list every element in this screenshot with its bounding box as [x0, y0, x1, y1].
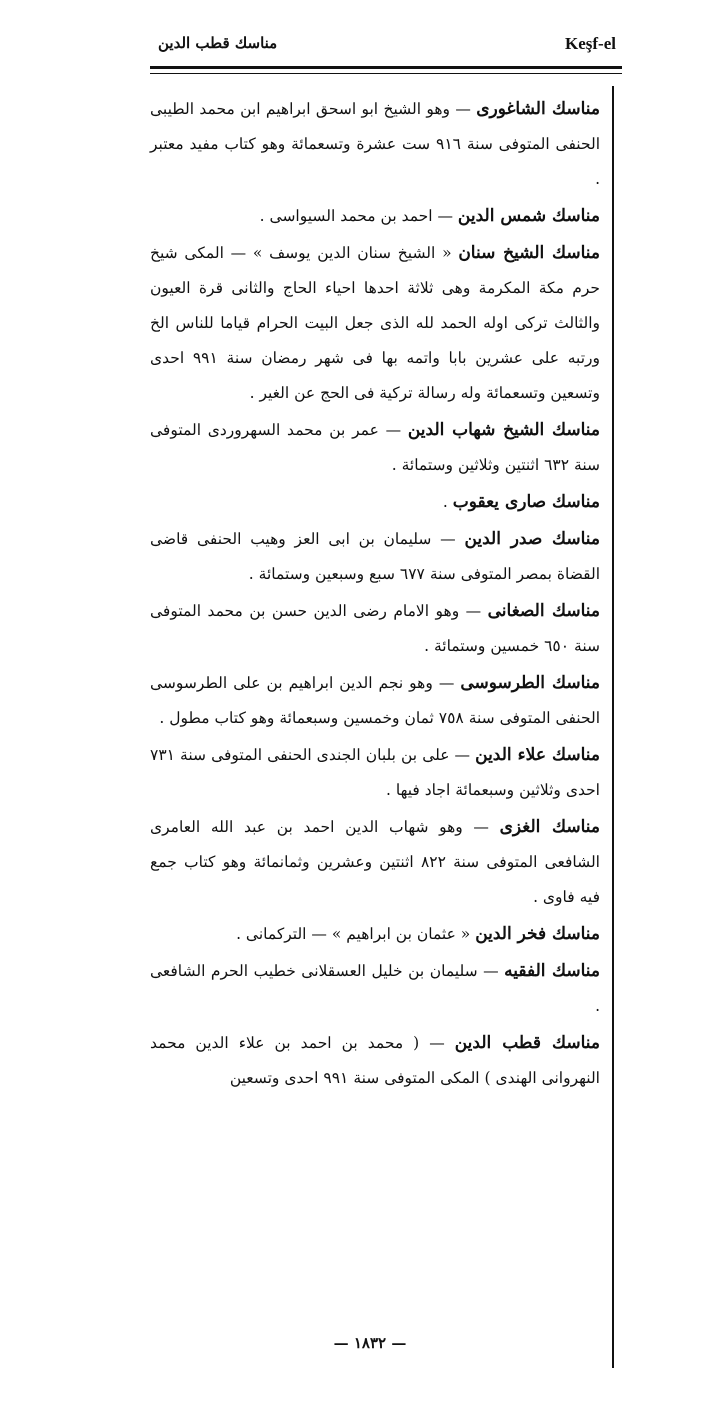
entry: [150, 594, 600, 664]
entry-text: — عمر بن محمد السهروردی المتوفی سنة ٦٣٢ اثنتين وثلاثين وستمائة .: [150, 421, 600, 474]
entry: [150, 810, 600, 915]
running-head-left: Keşf-el: [565, 34, 616, 53]
entry: [150, 738, 600, 808]
entry: [150, 199, 600, 234]
entry: [150, 413, 600, 483]
entry-title: مناسك الطرسوسی: [460, 673, 600, 693]
entry-text: — سليمان بن ابی العز وهيب الحنفی قاضی القضاة بمصر المتوفی سنة ٦٧٧ سبع وسبعين وستمائة .: [150, 530, 600, 583]
entry-title: مناسك الشاغوری: [476, 99, 601, 119]
entry-title: مناسك الغزی: [499, 817, 600, 837]
entry-text: — وهو الامام رضی الدين حسن بن محمد المتوفی سنة ٦٥٠ خمسين وستمائة .: [150, 602, 600, 655]
entry-text: .: [442, 493, 453, 511]
entry-title: مناسك قطب الدين: [454, 1033, 600, 1053]
entry-text: « الشيخ سنان الدين يوسف » — المكی شيخ حرم مكة المكرمة وهی ثلاثة احدها احياء الحاج والثانی قرة العيون والثالث تركی اوله الحمد لله الذی جعل البيت الحرام قياما للناس الخ ورتبه علی عشرين بابا واتمه بها فی شهر رمضان سنة ٩٩١ احدی وتسعين وتسعمائة وله رسالة تركية فی الحج عن الغير .: [150, 244, 600, 402]
entry-text: — وهو شهاب الدين احمد بن عبد الله العامری الشافعی المتوفی سنة ٨٢٢ اثنتين وعشرين وثمانمائة وهو كتاب جمع فيه فاوی .: [150, 818, 600, 906]
entry-title: مناسك الفقيه: [504, 961, 600, 981]
header-rule-thin: [150, 73, 622, 74]
entry-title: مناسك شمس الدين: [457, 206, 600, 226]
page-number: — ١٨٣٢ —: [333, 1334, 407, 1352]
entry: [150, 236, 600, 411]
entry: [150, 917, 600, 952]
entry-text: — احمد بن محمد السيواسی .: [259, 207, 458, 225]
entry-title: مناسك فخر الدين: [475, 924, 600, 944]
column-rule: [612, 86, 614, 1368]
entry-title: مناسك الشيخ شهاب الدين: [407, 420, 600, 440]
entry: [150, 954, 600, 1024]
header-rule-thick: [150, 66, 622, 69]
entry-title: مناسك الشيخ سنان: [458, 243, 600, 263]
entry: [150, 522, 600, 592]
entry: [150, 1026, 600, 1096]
entry-title: مناسك صاری يعقوب: [452, 492, 600, 512]
page-body: [150, 92, 600, 1098]
entry-title: مناسك الصغانی: [487, 601, 600, 621]
entry: [150, 666, 600, 736]
entry-text: — سليمان بن خليل العسقلانی خطيب الحرم الشافعی .: [150, 962, 600, 1015]
entry-text: — وهو الشيخ ابو اسحق ابراهيم ابن محمد الطيبی الحنفی المتوفی سنة ٩١٦ ست عشرة وتسعمائة وهو كتاب مفيد معتبر .: [150, 100, 601, 188]
entry: [150, 92, 600, 197]
entry-title: مناسك صدر الدين: [464, 529, 601, 549]
entry-text: — ( محمد بن احمد بن علاء الدين محمد النهروانی الهندی ) المكی المتوفی سنة ٩٩١ احدی وتسعين: [150, 1034, 600, 1087]
entry-text: — علی بن بلبان الجندی الحنفی المتوفی سنة ٧٣١ احدی وثلاثين وسبعمائة اجاد فيها .: [150, 746, 600, 799]
running-head-right: مناسك قطب الدين: [158, 34, 278, 52]
entry-text: « عثمان بن ابراهيم » — التركمانی .: [236, 925, 476, 943]
entry: [150, 485, 600, 520]
entry-title: مناسك علاء الدين: [475, 745, 600, 765]
entry-text: — وهو نجم الدين ابراهيم بن علی الطرسوسی الحنفی المتوفی سنة ٧٥٨ ثمان وخمسين وسبعمائة وهو كتاب مطول .: [150, 674, 600, 727]
